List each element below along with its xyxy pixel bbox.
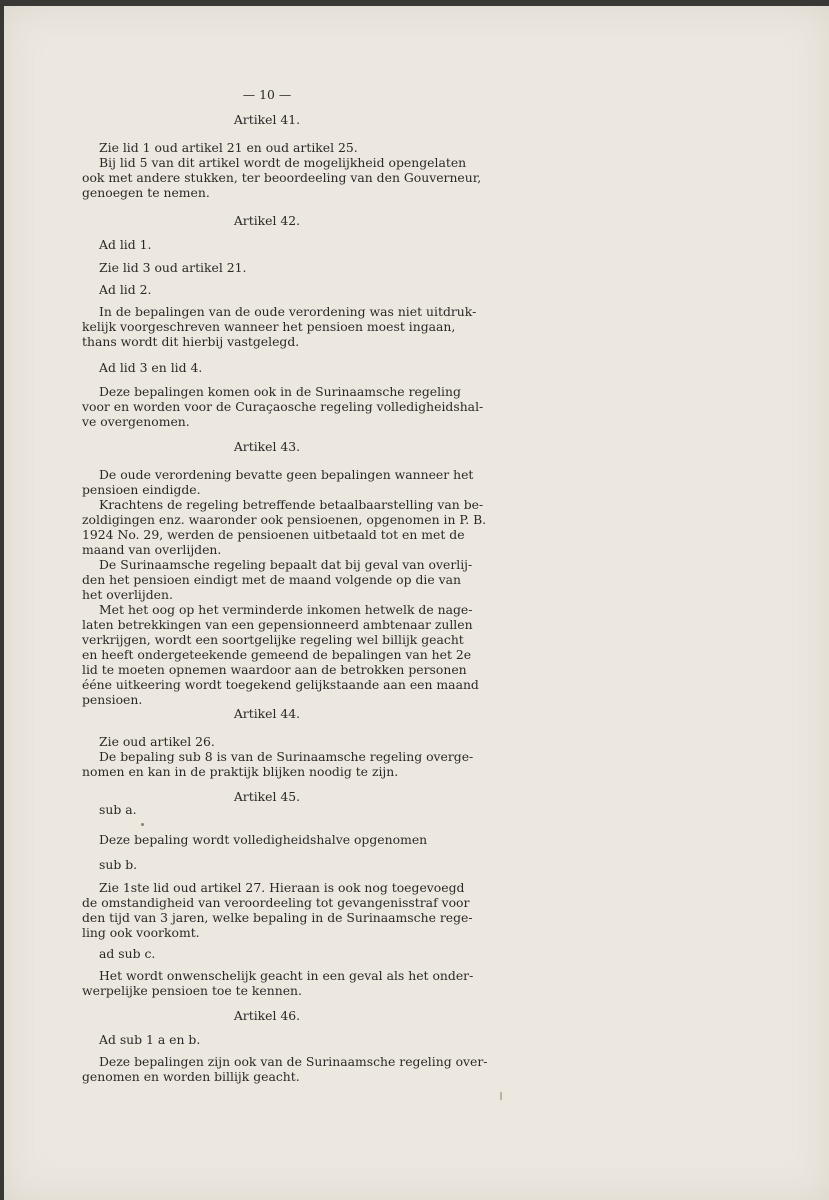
sub-heading: sub b.: [99, 857, 138, 872]
paragraph-line: genomen en worden billijk geacht.: [82, 1069, 300, 1084]
paragraph-line: ling ook voorkomt.: [82, 925, 200, 940]
paragraph-line: Zie lid 3 oud artikel 21.: [99, 260, 247, 275]
paragraph-line: pensioen eindigde.: [82, 482, 201, 497]
paragraph-line: verkrijgen, wordt een soortgelijke regeling wel billijk geacht: [82, 632, 464, 647]
sub-heading: Ad lid 1.: [99, 237, 152, 252]
paragraph-line: Bij lid 5 van dit artikel wordt de mogelijkheid opengelaten: [99, 155, 467, 170]
heading-artikel-43: Artikel 43.: [233, 439, 301, 454]
paragraph-line: den het pensioen eindigt met de maand volgende op die van: [82, 572, 462, 587]
page-number: — 10 —: [242, 87, 292, 102]
paragraph-line: voor en worden voor de Curaçaosche regeling volledigheidshal-: [82, 399, 484, 414]
paragraph-line: Zie 1ste lid oud artikel 27. Hieraan is ook nog toegevoegd: [99, 880, 465, 895]
paragraph-line: en heeft ondergeteekende gemeend de bepalingen van het 2e: [82, 647, 472, 662]
paragraph-line: ve overgenomen.: [82, 414, 190, 429]
paragraph-line: nomen en kan in de praktijk blijken noodig te zijn.: [82, 764, 399, 779]
paragraph-line: lid te moeten opnemen waardoor aan de betrokken personen: [82, 662, 467, 677]
paragraph-line: laten betrekkingen van een gepensionneerd ambtenaar zullen: [82, 617, 473, 632]
paper-mark: [500, 1092, 502, 1100]
sub-heading: sub a.: [99, 802, 137, 817]
paragraph-line: werpelijke pensioen toe te kennen.: [82, 983, 302, 998]
paragraph-line: de omstandigheid van veroordeeling tot gevangenisstraf voor: [82, 895, 470, 910]
paragraph-line: ook met andere stukken, ter beoordeeling van den Gouverneur,: [82, 170, 482, 185]
paragraph-line: Deze bepaling wordt volledigheidshalve opgenomen: [99, 832, 428, 847]
sub-heading: Ad lid 2.: [99, 282, 152, 297]
paragraph-line: genoegen te nemen.: [82, 185, 210, 200]
sub-heading: Ad lid 3 en lid 4.: [99, 360, 203, 375]
paragraph-line: den tijd van 3 jaren, welke bepaling in de Surinaamsche rege-: [82, 910, 473, 925]
paragraph-line: Het wordt onwenschelijk geacht in een geval als het onder-: [99, 968, 474, 983]
paragraph-line: kelijk voorgeschreven wanneer het pensioen moest ingaan,: [82, 319, 456, 334]
paragraph-line: 1924 No. 29, werden de pensioenen uitbetaald tot en met de: [82, 527, 465, 542]
heading-artikel-42: Artikel 42.: [233, 213, 301, 228]
paragraph-line: Deze bepalingen komen ook in de Surinaamsche regeling: [99, 384, 461, 399]
paragraph-line: Deze bepalingen zijn ook van de Surinaamsche regeling over-: [99, 1054, 488, 1069]
paragraph-line: maand van overlijden.: [82, 542, 222, 557]
paragraph-line: Zie oud artikel 26.: [99, 734, 215, 749]
heading-artikel-45: Artikel 45.: [233, 789, 301, 804]
paragraph-line: het overlijden.: [82, 587, 173, 602]
ink-speck: [141, 823, 144, 826]
document-page: [4, 6, 829, 1200]
paragraph-line: De Surinaamsche regeling bepaalt dat bij geval van overlij-: [99, 557, 473, 572]
paragraph-line: thans wordt dit hierbij vastgelegd.: [82, 334, 300, 349]
sub-heading: Ad sub 1 a en b.: [99, 1032, 201, 1047]
paragraph-line: De oude verordening bevatte geen bepalingen wanneer het: [99, 467, 474, 482]
paragraph-line: Zie lid 1 oud artikel 21 en oud artikel 25.: [99, 140, 358, 155]
heading-artikel-46: Artikel 46.: [233, 1008, 301, 1023]
heading-artikel-44: Artikel 44.: [233, 706, 301, 721]
paragraph-line: De bepaling sub 8 is van de Surinaamsche regeling overge-: [99, 749, 474, 764]
heading-artikel-41: Artikel 41.: [233, 112, 301, 127]
paragraph-line: In de bepalingen van de oude verordening was niet uitdruk-: [99, 304, 477, 319]
paragraph-line: pensioen.: [82, 692, 143, 707]
paragraph-line: zoldigingen enz. waaronder ook pensioenen, opgenomen in P. B.: [82, 512, 487, 527]
sub-heading: ad sub c.: [99, 946, 156, 961]
paragraph-line: éénе uitkeering wordt toegekend gelijkstaande aan een maand: [82, 677, 479, 692]
paragraph-line: Krachtens de regeling betreffende betaalbaarstelling van be-: [99, 497, 484, 512]
paragraph-line: Met het oog op het verminderde inkomen hetwelk de nage-: [99, 602, 473, 617]
